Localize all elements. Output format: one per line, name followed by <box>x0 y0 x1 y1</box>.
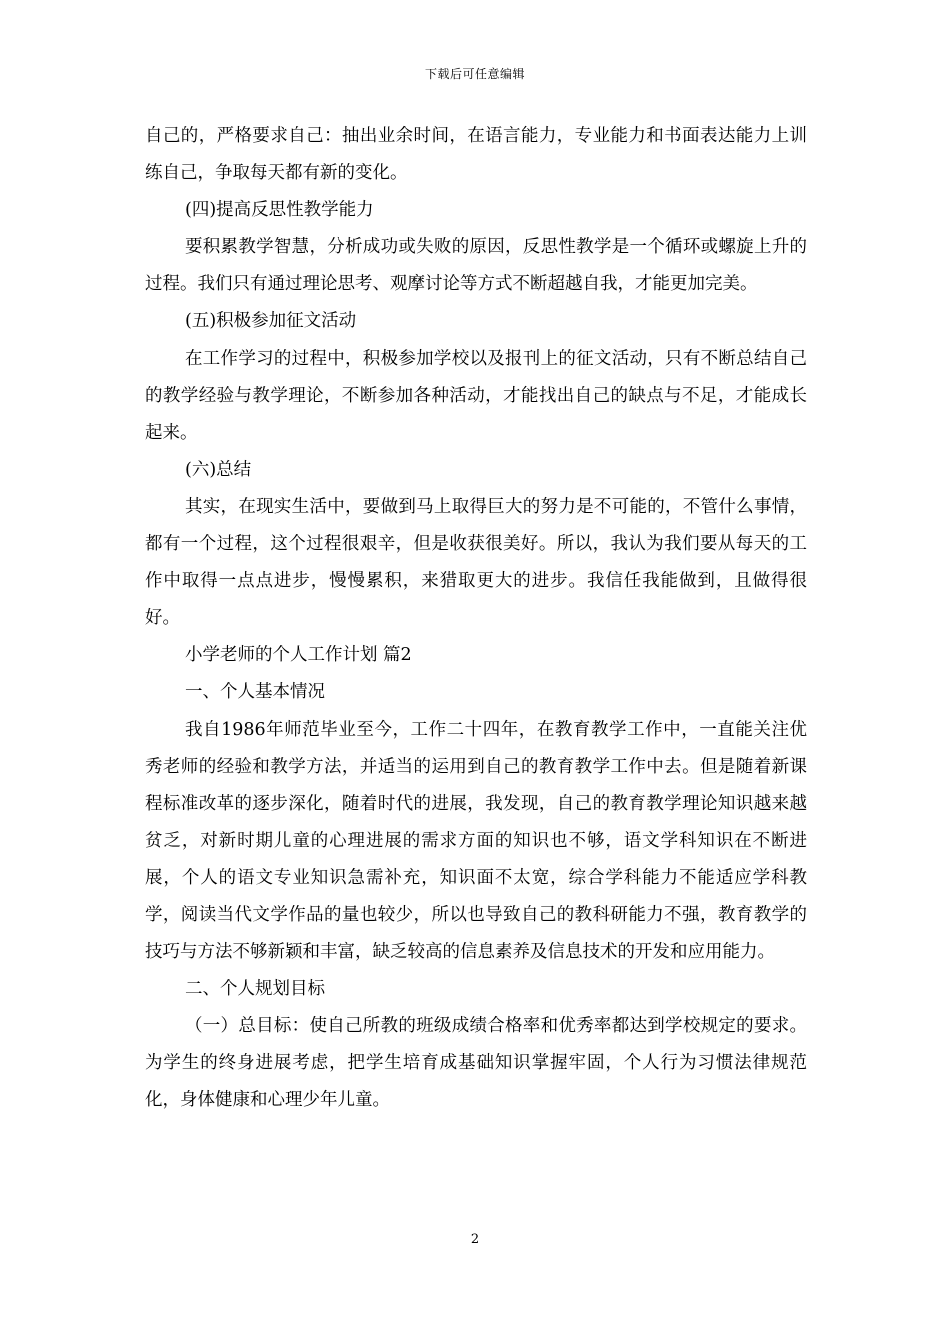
paragraph-summary: 其实，在现实生活中，要做到马上取得巨大的努力是不可能的，不管什么事情，都有一个过程，这个过程很艰辛，但是收获很美好。所以，我认为我们要从每天的工作中取得一点点进步，慢慢累积，来猎取更大的进步。我信任我能做到，且做得很好。 <box>145 496 807 629</box>
paragraph-continuation: 自己的，严格要求自己：抽出业余时间，在语言能力，专业能力和书面表达能力上训练自己，争取每天都有新的变化。 <box>145 126 807 184</box>
document-body <box>145 118 807 1120</box>
section-heading-6: (六)总结 <box>185 459 252 480</box>
paragraph-reflective-teaching: 要积累教学智慧，分析成功或失败的原因，反思性教学是一个循环或螺旋上升的过程。我们只有通过理论思考、观摩讨论等方式不断超越自我，才能更加完美。 <box>145 237 807 295</box>
section-heading-basic-info: 一、个人基本情况 <box>185 682 325 703</box>
section-heading-4: (四)提高反思性教学能力 <box>185 200 374 221</box>
paragraph-essay-activities: 在工作学习的过程中，积极参加学校以及报刊上的征文活动，只有不断总结自己的教学经验与教学理论，不断参加各种活动，才能找出自己的缺点与不足，才能成长起来。 <box>145 348 807 443</box>
page-number: 2 <box>470 1232 480 1247</box>
section-heading-goals: 二、个人规划目标 <box>185 979 325 1000</box>
page-header: 下载后可任意编辑 <box>424 67 525 81</box>
paragraph-basic-info: 我自1986年师范毕业至今，工作二十四年，在教育教学工作中，一直能关注优秀老师的经验和教学方法，并适当的运用到自己的教育教学工作中去。但是随着新课程标准改革的逐步深化，随着时代的进展，我发现，自己的教育教学理论知识越来越贫乏，对新时期儿童的心理进展的需求方面的知识也不够，语文学科知识在不断进展，个人的语文专业知识急需补充，知识面不太宽，综合学科能力不能适应学科教学，阅读当代文学作品的量也较少，所以也导致自己的教科研能力不强，教育教学的技巧与方法不够新颖和丰富，缺乏较高的信息素养及信息技术的开发和应用能力。 <box>145 719 807 963</box>
section-heading-5: (五)积极参加征文活动 <box>185 311 357 332</box>
article-title-part-2: 小学老师的个人工作计划 篇2 <box>185 645 412 666</box>
paragraph-overall-goal: （一）总目标：使自己所教的班级成绩合格率和优秀率都达到学校规定的要求。为学生的终身进展考虑，把学生培育成基础知识掌握牢固，个人行为习惯法律规范化，身体健康和心理少年儿童。 <box>145 1016 807 1111</box>
